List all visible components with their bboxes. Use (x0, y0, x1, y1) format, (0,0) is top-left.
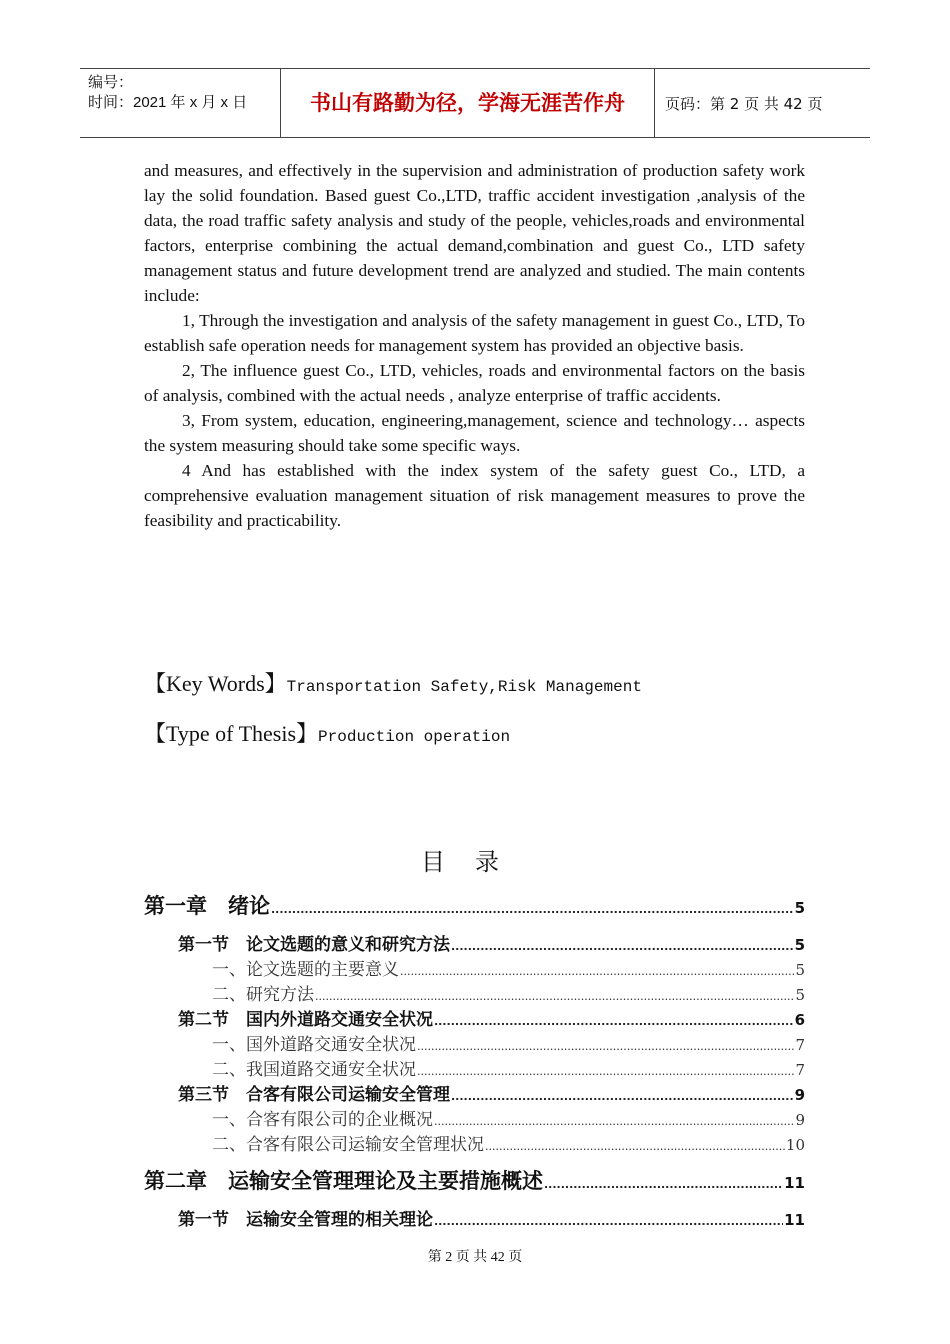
abstract-paragraph: 2, The influence guest Co., LTD, vehicles, roads and environmental factors on the basis of analysis, combined with the actual needs , analyze enterprise of traffic accidents. (144, 361, 805, 405)
keywords-value: Transportation Safety,Risk Management (286, 678, 642, 696)
toc-item[interactable]: 一、合客有限公司的企业概况 ..... 9 (212, 1105, 805, 1130)
toc-item[interactable]: 一、论文选题的主要意义 ..... 5 (212, 955, 805, 980)
thesis-type-value: Production operation (318, 728, 511, 746)
toc-item[interactable]: 第二节 国内外道路交通安全状况 ..... 6 (178, 1005, 805, 1030)
page-info: 页码：第 2 页 共 42 页 (665, 95, 823, 113)
toc-item[interactable]: 二、我国道路交通安全状况 ..... 7 (212, 1055, 805, 1080)
abstract-body (144, 158, 805, 533)
page-header (80, 68, 870, 138)
date-label: 时间：2021 年 x 月 x 日 (88, 94, 248, 111)
abstract-paragraph: and measures, and effectively in the supervision and administration of production safety work lay the solid foundation. Based guest Co.,LTD, traffic accident investigation ,analysis of the data, the road traffic safety analysis and study of the people, vehicles,roads and environmental factors, enterprise combining the actual demand,combination and guest Co., LTD safety management status and future development trend are analyzed and studied. The main contents include: (144, 161, 805, 305)
abstract-paragraph: 3, From system, education, engineering,management, science and technology… aspects the system measuring should take some specific ways. (144, 411, 805, 455)
header-meta-cell (80, 69, 281, 137)
header-motto-cell (281, 69, 655, 137)
toc-item[interactable]: 第一节 论文选题的意义和研究方法 ..... 5 (178, 930, 805, 955)
toc-item[interactable]: 第二章 运输安全管理理论及主要措施概述 ..... 11 (144, 1165, 805, 1195)
abstract-paragraph: 1, Through the investigation and analysis of the safety management in guest Co., LTD, To establish safe operation needs for management system has provided an objective basis. (144, 311, 805, 355)
abstract-paragraph: 4 And has established with the index system of the safety guest Co., LTD, a comprehensive evaluation management situation of risk management measures to prove the feasibility and practicability. (144, 461, 805, 530)
keywords (144, 667, 642, 698)
toc-item[interactable]: 二、研究方法 ..... 5 (212, 980, 805, 1005)
number-label: 编号： (88, 74, 134, 91)
toc-item[interactable]: 一、国外道路交通安全状况 ..... 7 (212, 1030, 805, 1055)
toc-item[interactable]: 二、合客有限公司运输安全管理状况 ..... 10 (212, 1130, 805, 1155)
header-page-cell (655, 69, 870, 137)
toc-item[interactable]: 第一章 绪论 ..... 5 (144, 890, 805, 920)
page-footer: 第 2 页 共 42 页 (427, 1250, 523, 1265)
keywords-label: 【Key Words】 (144, 671, 287, 696)
motto: 书山有路勤为径，学海无涯苦作舟 (310, 91, 625, 115)
thesis-type-label: 【Type of Thesis】 (144, 721, 319, 746)
toc-item[interactable]: 第一节 运输安全管理的相关理论 ..... 11 (178, 1205, 805, 1230)
toc-item[interactable]: 第三节 合客有限公司运输安全管理 ..... 9 (178, 1080, 805, 1105)
toc-title: 目录 (421, 850, 529, 876)
thesis-type (144, 717, 510, 748)
